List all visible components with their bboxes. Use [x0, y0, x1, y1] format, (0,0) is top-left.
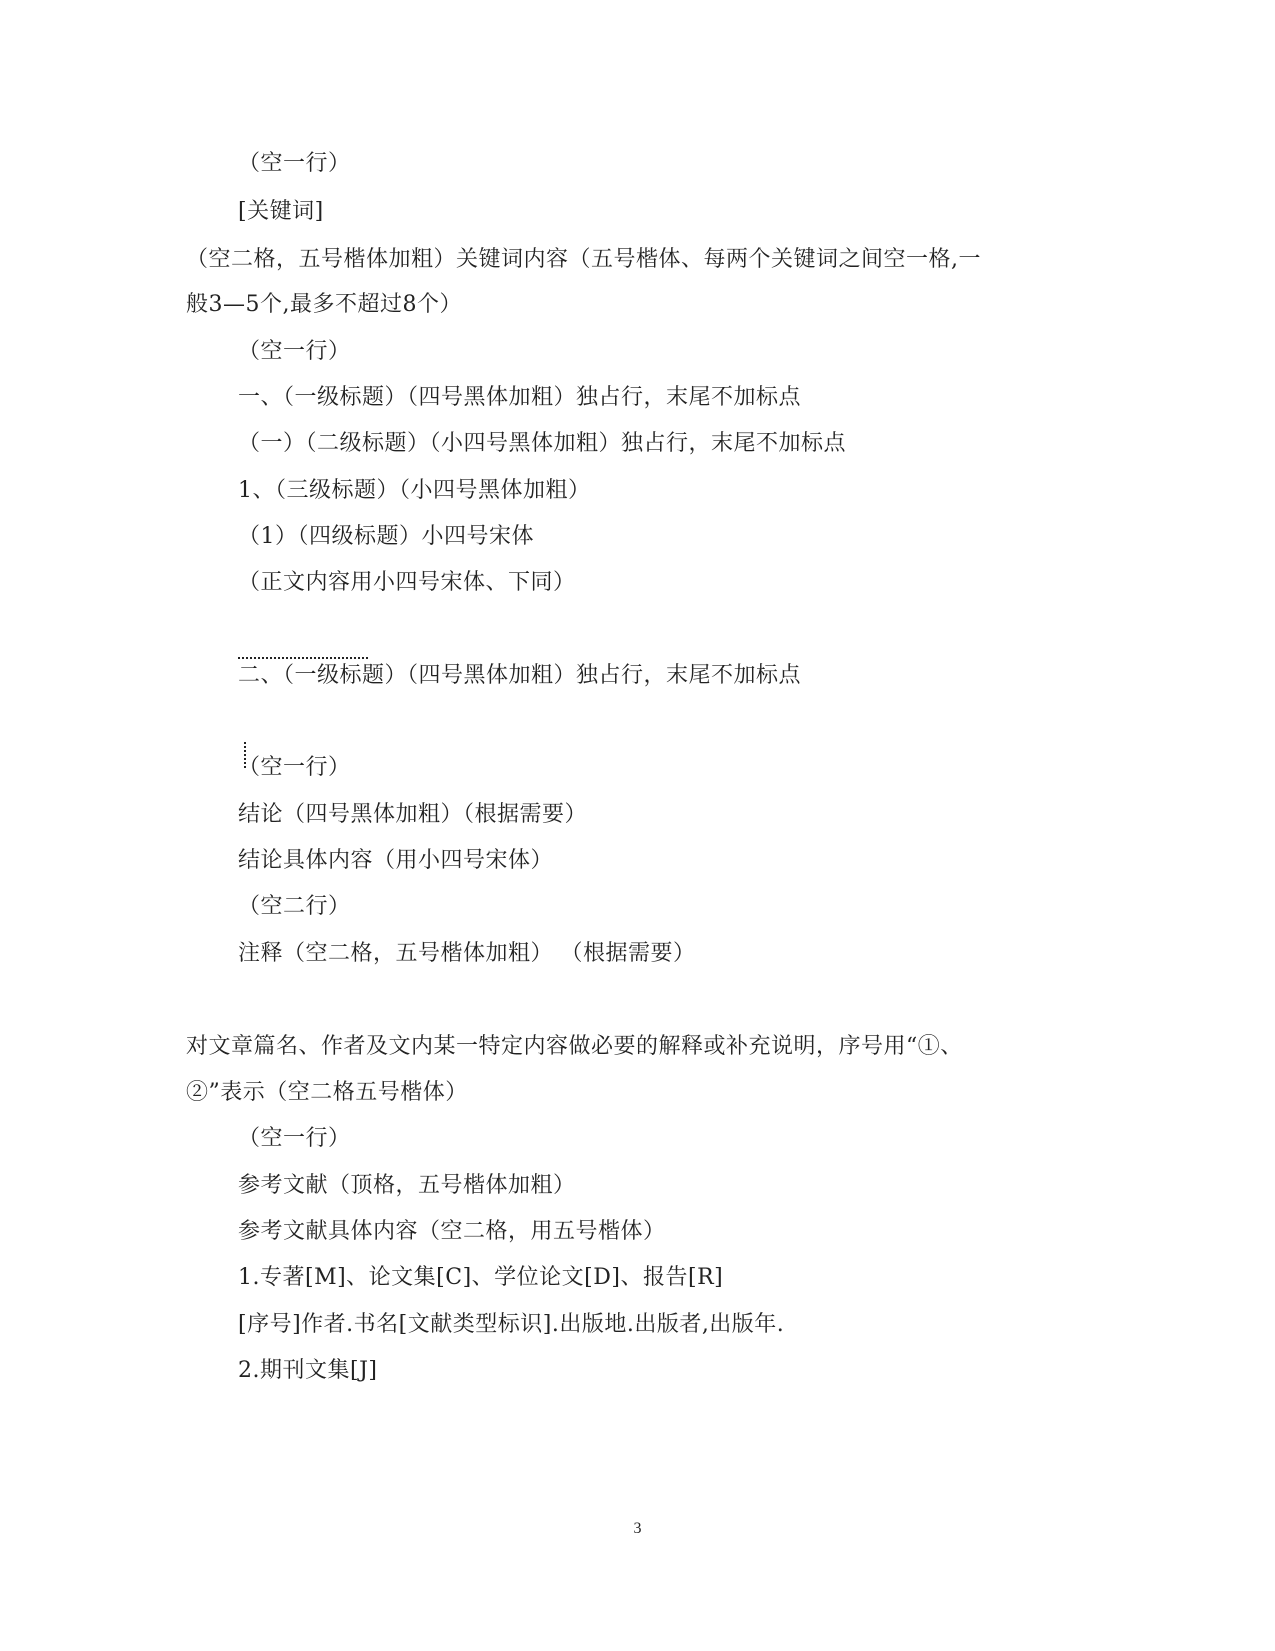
page-number: 3: [633, 1520, 642, 1537]
body-text-spec: （正文内容用小四号宋体、下同）: [238, 570, 576, 595]
blank-line-note: （空一行）: [238, 151, 351, 176]
keywords-format-line-2: 般3—5个,最多不超过8个）: [186, 292, 462, 317]
keywords-heading: [关键词]: [238, 199, 324, 224]
level-4-heading-spec: （1）（四级标题）小四号宋体: [238, 524, 534, 549]
horizontal-ellipsis-divider: [238, 657, 368, 659]
blank-line-note: （空一行）: [238, 755, 351, 780]
blank-line-note: （空一行）: [238, 1126, 351, 1151]
conclusion-heading-spec: 结论（四号黑体加粗）（根据需要）: [238, 802, 588, 827]
reference-type-monograph: 1.专著[M]、论文集[C]、学位论文[D]、报告[R]: [238, 1265, 724, 1290]
reference-format-example: [序号]作者.书名[文献类型标识].出版地.出版者,出版年.: [238, 1312, 785, 1337]
level-1-heading-spec: 一、（一级标题）（四号黑体加粗）独占行，末尾不加标点: [238, 385, 802, 410]
level-1-heading-spec-2: 二、（一级标题）（四号黑体加粗）独占行，末尾不加标点: [238, 663, 802, 688]
references-heading-spec: 参考文献（顶格，五号楷体加粗）: [238, 1173, 576, 1198]
notes-description-line-2: ②”表示（空二格五号楷体）: [186, 1080, 468, 1105]
conclusion-body-spec: 结论具体内容（用小四号宋体）: [238, 848, 554, 873]
blank-two-lines-note: （空二行）: [238, 894, 351, 919]
keywords-format-line-1: （空二格，五号楷体加粗）关键词内容（五号楷体、每两个关键词之间空一格,一: [186, 247, 981, 272]
level-3-heading-spec: 1、（三级标题）（小四号黑体加粗）: [238, 478, 591, 503]
notes-description-line-1: 对文章篇名、作者及文内某一特定内容做必要的解释或补充说明，序号用“①、: [186, 1034, 963, 1059]
blank-line-note: （空一行）: [238, 339, 351, 364]
level-2-heading-spec: （一）（二级标题）（小四号黑体加粗）独占行，末尾不加标点: [238, 431, 847, 456]
references-body-spec: 参考文献具体内容（空二格，用五号楷体）: [238, 1219, 666, 1244]
reference-type-journal: 2.期刊文集[J]: [238, 1358, 378, 1383]
notes-heading-spec: 注释（空二格，五号楷体加粗） （根据需要）: [238, 941, 696, 966]
